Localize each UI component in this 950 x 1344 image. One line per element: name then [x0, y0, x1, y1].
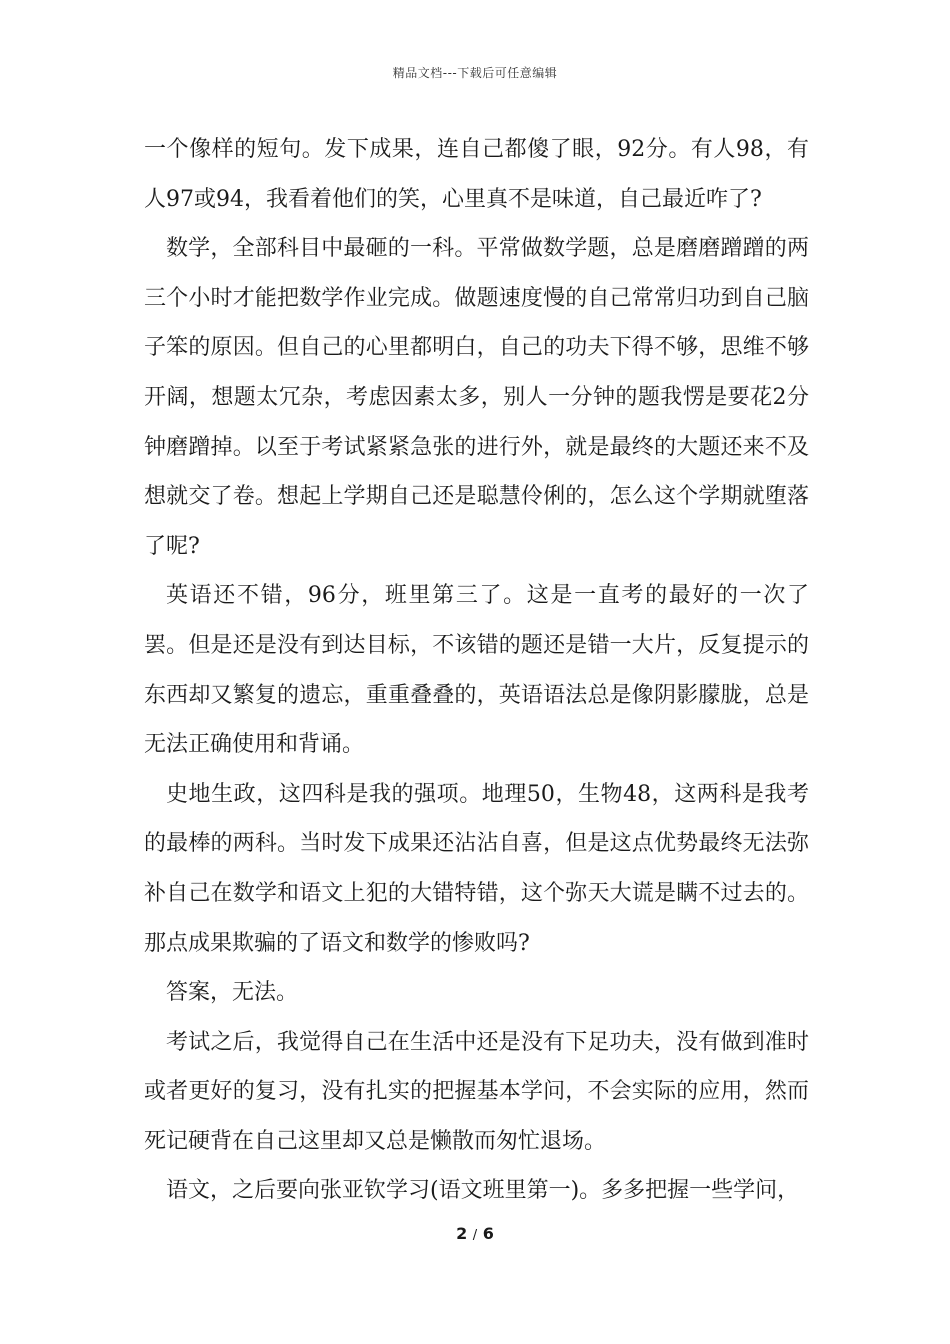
- page-separator: /: [472, 1228, 478, 1243]
- paragraph-continuation: 一个像样的短句。发下成果，连自己都傻了眼，92分。有人98，有人97或94，我看着他们的笑，心里真不是味道，自己最近咋了?: [144, 137, 809, 212]
- document-body: [144, 125, 809, 1216]
- header-text: 精品文档---下载后可任意编辑: [392, 66, 558, 80]
- page-total: 6: [482, 1224, 494, 1243]
- page-number: [0, 1224, 950, 1243]
- page-current: 2: [456, 1224, 468, 1243]
- paragraph-other-subjects: 史地生政，这四科是我的强项。地理50，生物48，这两科是我考的最棒的两科。当时发下成果还沾沾自喜，但是这点优势最终无法弥补自己在数学和语文上犯的大错特错，这个弥天大谎是瞒不过去的。那点成果欺骗的了语文和数学的惨败吗?: [144, 781, 809, 956]
- page-header: [0, 64, 950, 81]
- paragraph-math: 数学，全部科目中最砸的一科。平常做数学题，总是磨磨蹭蹭的两三个小时才能把数学作业完成。做题速度慢的自己常常归功到自己脑子笨的原因。但自己的心里都明白，自己的功夫下得不够，思维不够开阔，想题太冗杂，考虑因素太多，别人一分钟的题我愣是要花2分钟磨蹭掉。以至于考试紧紧急张的进行外，就是最终的大题还来不及想就交了卷。想起上学期自己还是聪慧伶俐的，怎么这个学期就堕落了呢?: [144, 236, 809, 559]
- paragraph-english: 英语还不错，96分，班里第三了。这是一直考的最好的一次了罢。但是还是没有到达目标，不该错的题还是错一大片，反复提示的东西却又繁复的遗忘，重重叠叠的，英语语法总是像阴影朦胧，总是无法正确使用和背诵。: [144, 583, 809, 758]
- paragraph-reflection: 考试之后，我觉得自己在生活中还是没有下足功夫，没有做到准时或者更好的复习，没有扎实的把握基本学问，不会实际的应用，然而死记硬背在自己这里却又总是懒散而匆忙退场。: [144, 1029, 809, 1154]
- paragraph-answer: 答案，无法。: [166, 980, 299, 1006]
- paragraph-chinese-plan: 语文，之后要向张亚钦学习(语文班里第一)。多多把握一些学问，: [166, 1178, 800, 1204]
